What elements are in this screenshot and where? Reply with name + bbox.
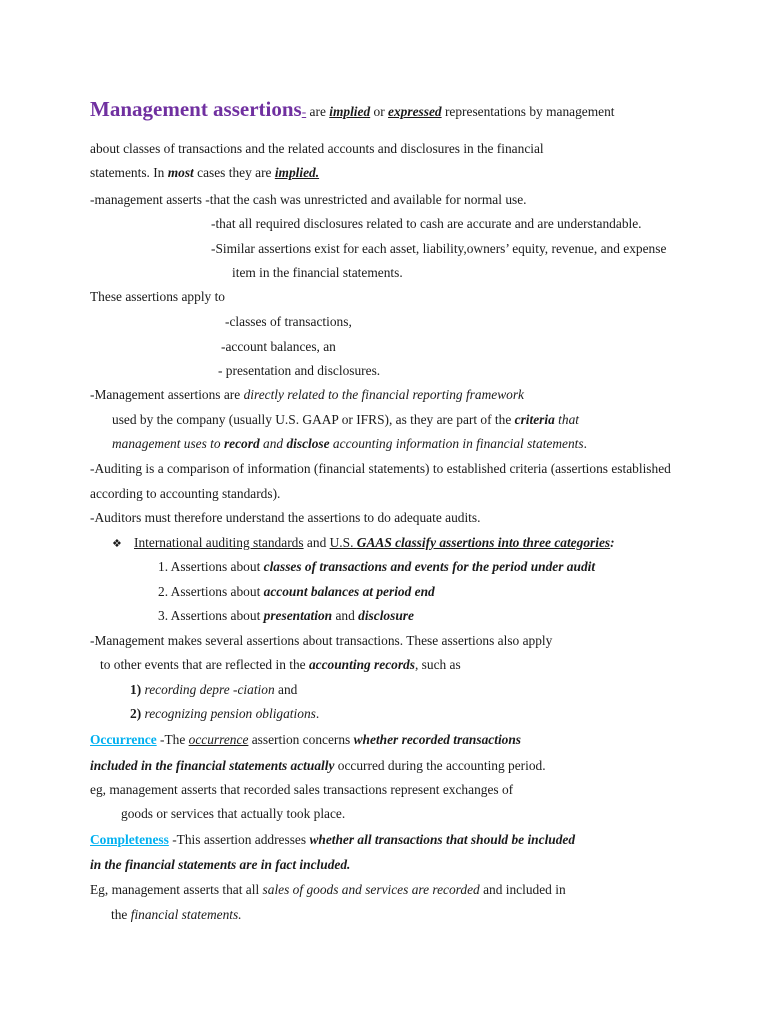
occurrence-line-4: goods or services that actually took place. [121,806,346,821]
completeness-line-1 [90,832,575,848]
transactions-line-1: -Management makes several assertions about transactions. These assertions also apply [90,633,553,648]
text-run: statements. In [90,165,168,180]
text-run: included in the financial statements actually [90,758,335,773]
emphasis-financial-statements: financial statements. [130,907,242,922]
text-run: and [259,436,287,451]
emphasis-record: record [223,436,260,451]
text-run: and [332,608,359,623]
text-run: -Management assertions are [90,387,244,402]
list-number: 1) [130,682,142,697]
emphasis-implied: implied [329,104,371,119]
transactions-line-2 [100,657,461,673]
occurrence-line-2 [90,758,546,774]
emphasis-accounting-records: accounting records [308,657,415,672]
list-number: 2) [130,706,142,721]
framework-line-2 [112,412,579,428]
standards-bullet-item [112,535,615,552]
completeness-line-3 [90,882,566,898]
text-run: Eg, management asserts that all [90,882,263,897]
cash-line-1: -management asserts -that the cash was unrestricted and available for normal use. [90,192,527,207]
page-title: Management assertions [90,97,302,121]
category-item-1 [158,559,595,575]
completeness-heading: Completeness [90,832,169,847]
emphasis-expressed: expressed [388,104,442,119]
text-run: are [306,104,330,119]
intro-line-1 [90,97,615,121]
category-item-3 [158,608,414,624]
text-run: . [315,706,320,721]
text-run: in the financial statements are in fact included. [90,857,351,872]
intro-line-3 [90,165,319,181]
occurrence-line-3: eg, management asserts that recorded sales transactions represent exchanges of [90,782,514,797]
text-run: Assertions about [170,608,264,623]
cash-line-4: item in the financial statements. [232,265,403,280]
completeness-line-2 [90,857,350,873]
text-run: cases they are [193,165,275,180]
text-run: Assertions about [170,584,264,599]
text-run: Assertions about [170,559,264,574]
category-item-2 [158,584,435,600]
emphasis-sales-recorded: sales of goods and services are recorded [262,882,480,897]
text-run: . [583,436,587,451]
text-run: that [554,412,579,427]
framework-line-1 [90,387,524,403]
emphasis-criteria: criteria [514,412,555,427]
text-run: occurred during the accounting period. [334,758,546,773]
auditing-line-1: -Auditing is a comparison of information (financial statements) to established criteria (assertions established [90,461,671,476]
apply-intro: These assertions apply to [90,289,225,304]
list-number: 2. [158,584,171,599]
list-number: 1. [158,559,171,574]
apply-item-1: -classes of transactions, [225,314,352,329]
category-emphasis: account balances at period end [263,584,435,599]
emphasis-occurrence: occurrence [188,732,249,747]
text-run: accounting information in financial statements [329,436,584,451]
list-number: 3. [158,608,171,623]
category-emphasis-2: disclosure [358,608,414,623]
intro-line-2: about classes of transactions and the related accounts and disclosures in the financial [90,141,544,156]
category-emphasis: presentation [263,608,333,623]
cash-line-3: -Similar assertions exist for each asset, liability,owners’ equity, revenue, and expense [211,241,667,256]
text-run: to other events that are reflected in the [100,657,309,672]
text-run: whether recorded transactions [353,732,522,747]
diamond-bullet-icon: ❖ [112,537,122,550]
text-run: International auditing standards [134,535,304,550]
auditing-line-2: according to accounting standards). [90,486,281,501]
text-run: recognizing pension obligations [141,706,316,721]
emphasis-disclose: disclose [286,436,330,451]
emphasis-gaas: GAAS classify assertions into three categories [356,535,611,550]
text-run: U.S. [329,535,357,550]
occurrence-line-1 [90,732,521,748]
completeness-line-4 [111,907,242,923]
category-emphasis: classes of transactions and events for the period under audit [263,559,596,574]
text-run: , such as [414,657,461,672]
framework-line-3 [112,436,587,452]
text-run: recording depre -ciation [141,682,275,697]
text-run: the [111,907,131,922]
auditing-line-3: -Auditors must therefore understand the assertions to do adequate audits. [90,510,481,525]
text-run: and included in [479,882,566,897]
apply-item-3: - presentation and disclosures. [218,363,381,378]
text-run: management uses to [112,436,224,451]
title-dash: - [301,104,307,119]
apply-item-2: -account balances, an [221,339,336,354]
emphasis-framework: directly related to the financial reporting framework [243,387,524,402]
text-run: used by the company (usually U.S. GAAP or IFRS), as they are part of the [112,412,515,427]
cash-line-2: -that all required disclosures related to cash are accurate and are understandable. [211,216,642,231]
text-run: assertion concerns [248,732,354,747]
text-run: whether all transactions that should be included [309,832,576,847]
emphasis-implied-2: implied. [274,165,320,180]
text-run: or [370,104,389,119]
example-item-1 [130,682,297,698]
text-run: : [610,535,615,550]
text-run: representations by management [441,104,615,119]
emphasis-most: most [167,165,194,180]
text-run: and [303,535,330,550]
example-item-2 [130,706,319,722]
text-run: and [274,682,298,697]
text-run: -This assertion addresses [168,832,310,847]
text-run: -The [156,732,189,747]
occurrence-heading: Occurrence [90,732,157,747]
